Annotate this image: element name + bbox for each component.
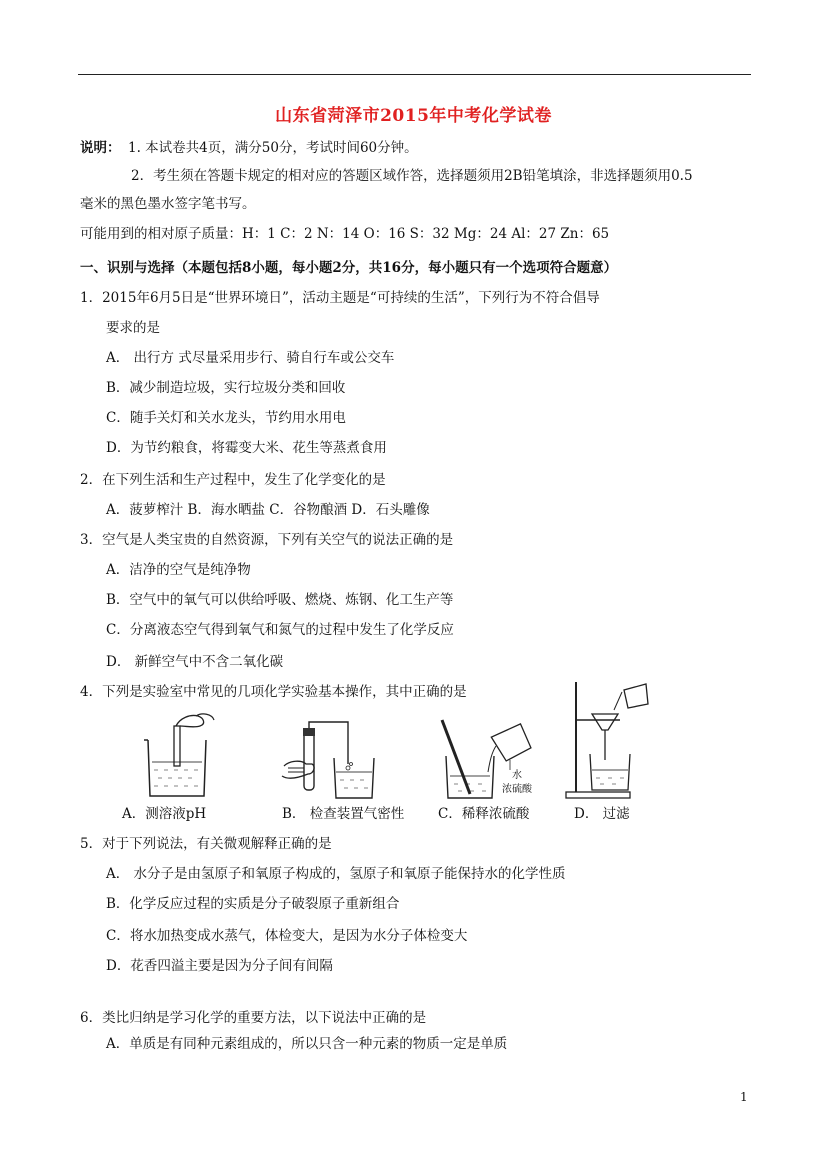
q1-option-a: A． 出行方 式尽量采用步行、骑自行车或公交车 [106, 350, 395, 366]
notes-item-2b: 毫米的黑色墨水签字笔书写。 [80, 196, 256, 212]
q5-option-d: D．花香四溢主要是因为分子间有间隔 [106, 958, 333, 974]
q4-caption-b: B． 检查装置气密性 [282, 806, 405, 822]
q5-option-a: A． 水分子是由氢原子和氧原子构成的，氢原子和氧原子能保持水的化学性质 [106, 866, 566, 882]
q4-stem: 4．下列是实验室中常见的几项化学实验基本操作，其中正确的是 [80, 684, 467, 700]
q1-stem-b: 要求的是 [106, 320, 160, 336]
q6-stem: 6．类比归纳是学习化学的重要方法，以下说法中正确的是 [80, 1010, 427, 1026]
q1-option-c: C．随手关灯和关水龙头，节约用水用电 [106, 410, 346, 426]
notes-item-1: 1. 本试卷共4页，满分50分，考试时间60分钟。 [128, 140, 418, 156]
q3-option-d: D． 新鲜空气中不含二氧化碳 [106, 654, 284, 670]
notes-item-2a: 2．考生须在答题卡规定的相对应的答题区域作答，选择题须用2B铅笔填涂，非选择题须用0.5 [131, 168, 693, 184]
q1-stem-a: 1．2015年6月5日是“世界环境日”，活动主题是“可持续的生活”，下列行为不符合倡导 [80, 290, 600, 306]
section-heading: 一、识别与选择（本题包括8小题，每小题2分，共16分，每小题只有一个选项符合题意） [80, 260, 618, 276]
q4-caption-a: A．测溶液pH [122, 806, 207, 822]
q5-stem: 5．对于下列说法，有关微观解释正确的是 [80, 836, 332, 852]
q2-options: A．菠萝榨汁 B．海水晒盐 C．谷物酿酒 D．石头雕像 [106, 502, 430, 518]
q3-option-b: B．空气中的氧气可以供给呼吸、燃烧、炼钢、化工生产等 [106, 592, 454, 608]
figure-b-airtightness [278, 720, 378, 802]
q3-stem: 3．空气是人类宝贵的自然资源，下列有关空气的说法正确的是 [80, 532, 454, 548]
q1-option-d: D．为节约粮食，将霉变大米、花生等蒸煮食用 [106, 440, 387, 456]
q4-caption-d: D． 过滤 [574, 806, 630, 822]
q4-caption-c: C．稀释浓硫酸 [438, 806, 530, 822]
notes-label: 说明： [80, 140, 121, 156]
label-water: 水 [512, 770, 522, 781]
label-conc-acid: 浓硫酸 [502, 784, 532, 795]
atomic-masses: 可能用到的相对原子质量：H：1 C：2 N：14 O：16 S：32 Mg：24 Al：27 Zn：65 [80, 226, 610, 242]
page-number: 1 [740, 1090, 748, 1104]
figure-c-dilute-acid [440, 716, 550, 802]
q5-option-b: B．化学反应过程的实质是分子破裂原子重新组合 [106, 896, 400, 912]
q3-option-c: C．分离液态空气得到氧气和氮气的过程中发生了化学反应 [106, 622, 454, 638]
figure-d-filtration [562, 680, 662, 802]
q3-option-a: A．洁净的空气是纯净物 [106, 562, 251, 578]
q2-stem: 2．在下列生活和生产过程中，发生了化学变化的是 [80, 472, 386, 488]
exam-title: 山东省菏泽市2015年中考化学试卷 [275, 106, 552, 126]
figure-a-measure-ph [140, 712, 220, 802]
q1-option-b: B．减少制造垃圾，实行垃圾分类和回收 [106, 380, 346, 396]
header-rule [78, 74, 751, 75]
q6-option-a: A．单质是有同种元素组成的，所以只含一种元素的物质一定是单质 [106, 1036, 508, 1052]
q5-option-c: C．将水加热变成水蒸气，体检变大，是因为水分子体检变大 [106, 928, 468, 944]
